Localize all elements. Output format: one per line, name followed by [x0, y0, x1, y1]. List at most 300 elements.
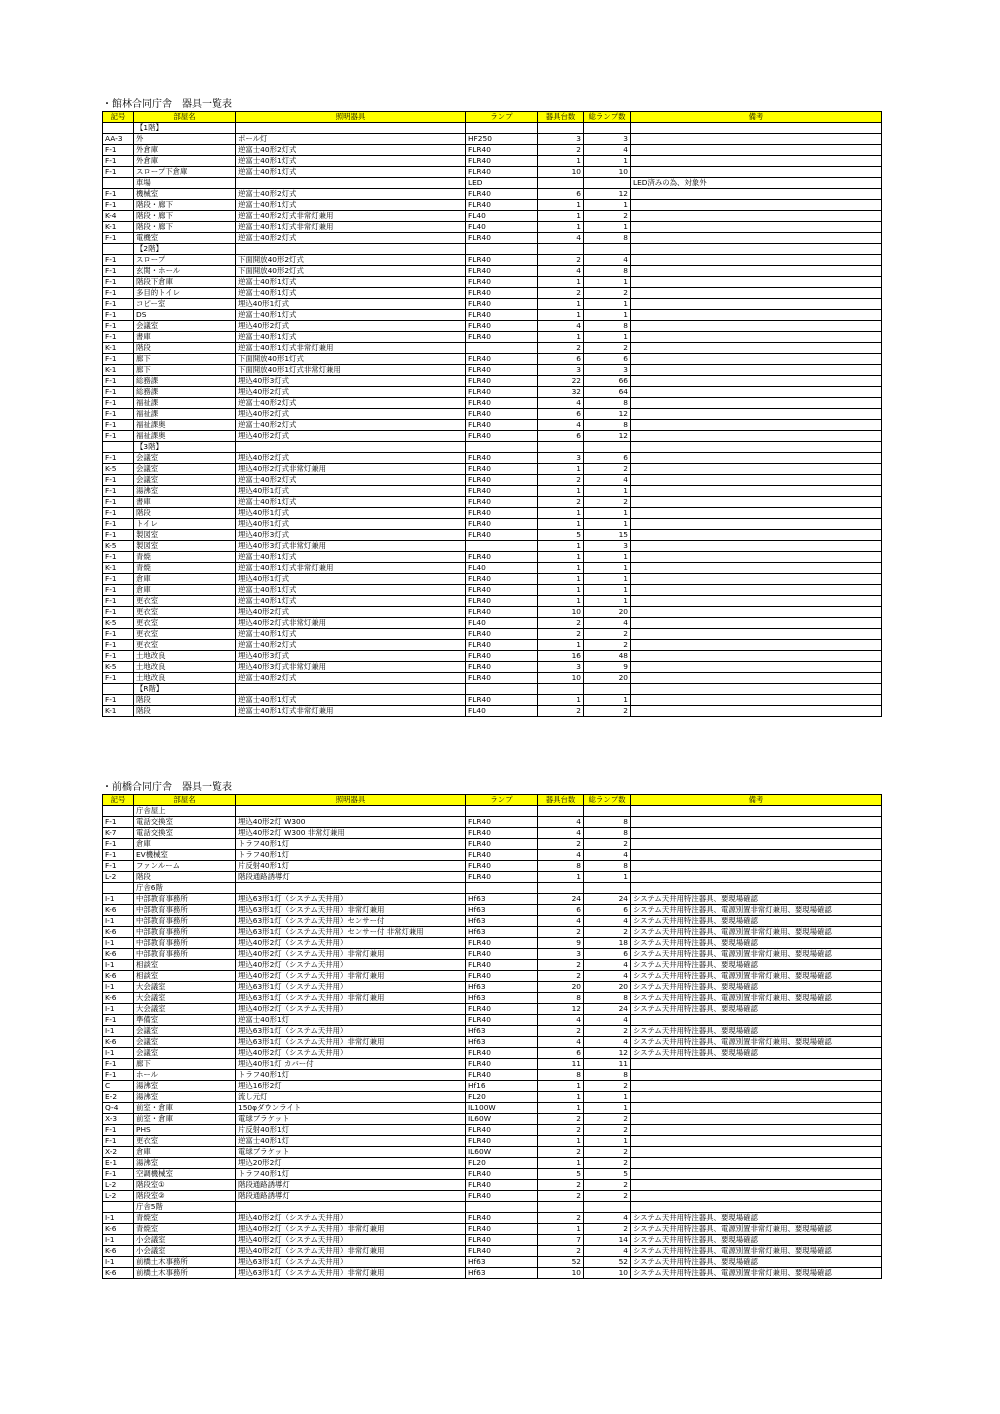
- lamp-total-cell: 64: [584, 387, 631, 398]
- fixture-cell: 片反射40形1灯: [236, 861, 466, 872]
- room-cell: 相談室: [134, 960, 236, 971]
- code-cell: [103, 1202, 134, 1213]
- code-cell: F-1: [103, 266, 134, 277]
- fixture-count-cell: 2: [538, 706, 584, 717]
- lamp-total-cell: [584, 244, 631, 255]
- lamp-cell: FLR40: [466, 552, 538, 563]
- lamp-total-cell: 1: [584, 156, 631, 167]
- lamp-total-cell: 8: [584, 420, 631, 431]
- fixture-cell: 片反射40形1灯: [236, 1125, 466, 1136]
- lamp-cell: FLR40: [466, 1191, 538, 1202]
- lamp-cell: FLR40: [466, 1125, 538, 1136]
- lamp-cell: FLR40: [466, 497, 538, 508]
- room-cell: 【2階】: [134, 244, 236, 255]
- fixture-cell: 埋込40形2灯式: [236, 387, 466, 398]
- remarks-cell: [631, 343, 882, 354]
- code-cell: I-1: [103, 1048, 134, 1059]
- lamp-cell: HF250: [466, 134, 538, 145]
- header-remarks: 備考: [631, 112, 882, 123]
- lamp-total-cell: 4: [584, 1015, 631, 1026]
- code-cell: K-6: [103, 927, 134, 938]
- room-cell: 総務課: [134, 376, 236, 387]
- room-cell: 大会議室: [134, 982, 236, 993]
- remarks-cell: [631, 872, 882, 883]
- remarks-cell: [631, 640, 882, 651]
- table-row: [103, 552, 882, 563]
- fixture-count-cell: 2: [538, 618, 584, 629]
- room-cell: 会議室: [134, 321, 236, 332]
- code-cell: F-1: [103, 651, 134, 662]
- lamp-cell: FLR40: [466, 233, 538, 244]
- table-row: [103, 1092, 882, 1103]
- fixture-count-cell: 2: [538, 497, 584, 508]
- lamp-total-cell: 66: [584, 376, 631, 387]
- remarks-cell: [631, 618, 882, 629]
- fixture-count-cell: 1: [538, 277, 584, 288]
- table-row: [103, 365, 882, 376]
- room-cell: 小会議室: [134, 1246, 236, 1257]
- fixture-cell: 埋込40形2灯 W300: [236, 817, 466, 828]
- remarks-cell: [631, 442, 882, 453]
- fixture-cell: 電球ブラケット: [236, 1114, 466, 1125]
- fixture-count-cell: 5: [538, 1169, 584, 1180]
- room-cell: 会議室: [134, 464, 236, 475]
- code-cell: X-2: [103, 1147, 134, 1158]
- room-cell: 準備室: [134, 1015, 236, 1026]
- lamp-total-cell: 1: [584, 1136, 631, 1147]
- room-cell: 中部教育事務所: [134, 905, 236, 916]
- table-row: [103, 706, 882, 717]
- lamp-cell: Hf63: [466, 982, 538, 993]
- fixture-count-cell: 2: [538, 629, 584, 640]
- lamp-cell: FLR40: [466, 1180, 538, 1191]
- table-row: [103, 1257, 882, 1268]
- table-row: [103, 354, 882, 365]
- table-row: [103, 1081, 882, 1092]
- table-row: [103, 145, 882, 156]
- remarks-cell: [631, 299, 882, 310]
- code-cell: K-6: [103, 1268, 134, 1279]
- table-row: [103, 927, 882, 938]
- remarks-cell: システム天井用特注器具、電源別置非常灯兼用、要現場確認: [631, 1037, 882, 1048]
- fixture-cell: 埋込63形1灯（システム天井用）非常灯兼用: [236, 1037, 466, 1048]
- lamp-cell: [466, 244, 538, 255]
- lamp-total-cell: 2: [584, 497, 631, 508]
- table-row: [103, 1224, 882, 1235]
- room-cell: 機械室: [134, 189, 236, 200]
- fixture-count-cell: [538, 806, 584, 817]
- fixture-count-cell: 8: [538, 861, 584, 872]
- room-cell: PHS: [134, 1125, 236, 1136]
- code-cell: F-1: [103, 1169, 134, 1180]
- room-cell: 会議室: [134, 475, 236, 486]
- remarks-cell: LED済みの為、対象外: [631, 178, 882, 189]
- room-cell: 福祉課奥: [134, 431, 236, 442]
- lamp-cell: FLR40: [466, 872, 538, 883]
- fixture-cell: [236, 123, 466, 134]
- room-cell: 福祉課奥: [134, 420, 236, 431]
- fixture-count-cell: 1: [538, 585, 584, 596]
- room-cell: 中部教育事務所: [134, 916, 236, 927]
- remarks-cell: [631, 651, 882, 662]
- lamp-total-cell: 5: [584, 1169, 631, 1180]
- code-cell: F-1: [103, 695, 134, 706]
- lamp-cell: FLR40: [466, 299, 538, 310]
- fixture-count-cell: 1: [538, 310, 584, 321]
- table-row: [103, 530, 882, 541]
- lamp-total-cell: 1: [584, 200, 631, 211]
- fixture-count-cell: 1: [538, 1081, 584, 1092]
- lamp-cell: FLR40: [466, 453, 538, 464]
- lamp-total-cell: 2: [584, 1114, 631, 1125]
- fixture-cell: 埋込40形2灯（システム天井用）: [236, 1004, 466, 1015]
- code-cell: F-1: [103, 200, 134, 211]
- code-cell: F-1: [103, 486, 134, 497]
- fixture-cell: 逆富士40形1灯: [236, 1136, 466, 1147]
- code-cell: F-1: [103, 673, 134, 684]
- fixture-cell: 逆富士40形1灯式: [236, 585, 466, 596]
- code-cell: F-1: [103, 607, 134, 618]
- remarks-cell: [631, 475, 882, 486]
- fixture-cell: 埋込40形2灯式: [236, 607, 466, 618]
- lamp-cell: FLR40: [466, 288, 538, 299]
- fixture-cell: 逆富士40形1灯式: [236, 288, 466, 299]
- fixture-cell: トラフ40形1灯: [236, 1070, 466, 1081]
- remarks-cell: システム天井用特注器具、要現場確認: [631, 916, 882, 927]
- fixture-cell: 埋込63形1灯（システム天井用）: [236, 1026, 466, 1037]
- lamp-cell: FLR40: [466, 200, 538, 211]
- fixture-count-cell: 2: [538, 255, 584, 266]
- code-cell: K-6: [103, 1246, 134, 1257]
- lamp-cell: FLR40: [466, 332, 538, 343]
- table-row: [103, 255, 882, 266]
- remarks-cell: システム天井用特注器具、要現場確認: [631, 1235, 882, 1246]
- remarks-cell: システム天井用特注器具、要現場確認: [631, 894, 882, 905]
- code-cell: K-6: [103, 971, 134, 982]
- room-cell: 中部教育事務所: [134, 949, 236, 960]
- remarks-cell: [631, 1169, 882, 1180]
- lamp-total-cell: 1: [584, 1092, 631, 1103]
- fixture-cell: [236, 806, 466, 817]
- fixture-count-cell: 22: [538, 376, 584, 387]
- remarks-cell: [631, 189, 882, 200]
- room-cell: 書庫: [134, 332, 236, 343]
- table-row: [103, 640, 882, 651]
- code-cell: F-1: [103, 156, 134, 167]
- fixture-count-cell: 2: [538, 927, 584, 938]
- room-cell: 更衣室: [134, 618, 236, 629]
- code-cell: I-1: [103, 1257, 134, 1268]
- lamp-total-cell: 4: [584, 850, 631, 861]
- room-cell: 前室・倉庫: [134, 1114, 236, 1125]
- code-cell: K-6: [103, 1037, 134, 1048]
- fixture-count-cell: 3: [538, 662, 584, 673]
- lamp-cell: FLR40: [466, 629, 538, 640]
- code-cell: F-1: [103, 310, 134, 321]
- room-cell: 【3階】: [134, 442, 236, 453]
- fixture-count-cell: 3: [538, 949, 584, 960]
- lamp-total-cell: 1: [584, 519, 631, 530]
- fixture-cell: 埋込40形3灯式: [236, 651, 466, 662]
- fixture-cell: [236, 684, 466, 695]
- fixture-count-cell: 7: [538, 1235, 584, 1246]
- table-row: [103, 508, 882, 519]
- lamp-total-cell: 6: [584, 905, 631, 916]
- lamp-cell: IL60W: [466, 1147, 538, 1158]
- code-cell: F-1: [103, 332, 134, 343]
- table-row: [103, 817, 882, 828]
- room-cell: 青焼: [134, 563, 236, 574]
- lamp-cell: FLR40: [466, 839, 538, 850]
- lamp-total-cell: 4: [584, 618, 631, 629]
- fixture-count-cell: 1: [538, 695, 584, 706]
- room-cell: 更衣室: [134, 1136, 236, 1147]
- table-body: [103, 123, 882, 717]
- fixture-count-cell: 32: [538, 387, 584, 398]
- room-cell: ファンルーム: [134, 861, 236, 872]
- lamp-cell: FLR40: [466, 1004, 538, 1015]
- remarks-cell: [631, 497, 882, 508]
- lamp-total-cell: 1: [584, 332, 631, 343]
- fixture-count-cell: 6: [538, 189, 584, 200]
- remarks-cell: [631, 684, 882, 695]
- code-cell: K-6: [103, 949, 134, 960]
- fixture-count-cell: 10: [538, 607, 584, 618]
- fixture-count-cell: 1: [538, 222, 584, 233]
- room-cell: 階段: [134, 695, 236, 706]
- remarks-cell: [631, 695, 882, 706]
- fixture-cell: 階段通路誘導灯: [236, 1191, 466, 1202]
- table-row: [103, 1004, 882, 1015]
- fixture-count-cell: 11: [538, 1059, 584, 1070]
- fixture-count-cell: 8: [538, 993, 584, 1004]
- fixture-cell: 階段通路誘導灯: [236, 1180, 466, 1191]
- lamp-total-cell: 3: [584, 541, 631, 552]
- table-row: [103, 123, 882, 134]
- fixture-cell: トラフ40形1灯: [236, 1169, 466, 1180]
- table-row: [103, 1048, 882, 1059]
- fixture-cell: 埋込40形2灯式非常灯兼用: [236, 464, 466, 475]
- remarks-cell: システム天井用特注器具、電源別置非常灯兼用、要現場確認: [631, 971, 882, 982]
- lamp-total-cell: 12: [584, 1048, 631, 1059]
- lamp-total-cell: 18: [584, 938, 631, 949]
- room-cell: 更衣室: [134, 629, 236, 640]
- remarks-cell: [631, 156, 882, 167]
- fixture-cell: 逆富士40形1灯式非常灯兼用: [236, 706, 466, 717]
- room-cell: 廊下: [134, 365, 236, 376]
- lamp-total-cell: 12: [584, 189, 631, 200]
- table-row: [103, 916, 882, 927]
- lamp-total-cell: 2: [584, 629, 631, 640]
- code-cell: C: [103, 1081, 134, 1092]
- lamp-total-cell: 12: [584, 431, 631, 442]
- remarks-cell: [631, 1081, 882, 1092]
- table-row: [103, 1169, 882, 1180]
- remarks-cell: [631, 255, 882, 266]
- fixture-cell: 逆富士40形1灯式: [236, 310, 466, 321]
- remarks-cell: [631, 1136, 882, 1147]
- header-fixture-count: 器具台数: [538, 112, 584, 123]
- lamp-cell: FLR40: [466, 695, 538, 706]
- table-row: [103, 1125, 882, 1136]
- fixture-count-cell: 1: [538, 486, 584, 497]
- code-cell: [103, 806, 134, 817]
- table-row: [103, 861, 882, 872]
- fixture-cell: 逆富士40形1灯: [236, 1015, 466, 1026]
- code-cell: X-3: [103, 1114, 134, 1125]
- table-row: [103, 299, 882, 310]
- table-row: [103, 475, 882, 486]
- table-row: [103, 310, 882, 321]
- lamp-cell: [466, 806, 538, 817]
- fixture-count-cell: [538, 178, 584, 189]
- header-lamp: ランプ: [466, 112, 538, 123]
- table-row: [103, 872, 882, 883]
- room-cell: 更衣室: [134, 607, 236, 618]
- lamp-total-cell: 8: [584, 321, 631, 332]
- fixture-count-cell: 20: [538, 982, 584, 993]
- remarks-cell: システム天井用特注器具、要現場確認: [631, 1257, 882, 1268]
- code-cell: I-1: [103, 1004, 134, 1015]
- lamp-total-cell: 8: [584, 861, 631, 872]
- code-cell: [103, 684, 134, 695]
- table-row: [103, 1235, 882, 1246]
- fixture-count-cell: 4: [538, 1037, 584, 1048]
- fixture-cell: 下面開放40形1灯式: [236, 354, 466, 365]
- remarks-cell: [631, 222, 882, 233]
- fixture-cell: 下面開放40形2灯式: [236, 266, 466, 277]
- remarks-cell: [631, 596, 882, 607]
- room-cell: 階段: [134, 706, 236, 717]
- lamp-total-cell: 1: [584, 508, 631, 519]
- table-row: [103, 1158, 882, 1169]
- remarks-cell: システム天井用特注器具、要現場確認: [631, 1004, 882, 1015]
- code-cell: K-7: [103, 828, 134, 839]
- fixture-cell: 埋込40形2灯（システム天井用）非常灯兼用: [236, 949, 466, 960]
- remarks-cell: [631, 861, 882, 872]
- table-row: [103, 839, 882, 850]
- lamp-cell: LED: [466, 178, 538, 189]
- code-cell: F-1: [103, 167, 134, 178]
- code-cell: I-1: [103, 1235, 134, 1246]
- lamp-cell: FLR40: [466, 607, 538, 618]
- fixture-count-cell: 1: [538, 552, 584, 563]
- fixture-cell: 逆富士40形1灯式: [236, 200, 466, 211]
- lamp-total-cell: 4: [584, 1037, 631, 1048]
- code-cell: F-1: [103, 1125, 134, 1136]
- fixture-count-cell: 2: [538, 1180, 584, 1191]
- lamp-cell: FLR40: [466, 596, 538, 607]
- remarks-cell: [631, 398, 882, 409]
- remarks-cell: [631, 1125, 882, 1136]
- lamp-cell: FLR40: [466, 156, 538, 167]
- fixture-cell: 埋込40形2灯（システム天井用）: [236, 938, 466, 949]
- code-cell: F-1: [103, 398, 134, 409]
- fixture-count-cell: [538, 442, 584, 453]
- code-cell: F-1: [103, 453, 134, 464]
- lamp-total-cell: 4: [584, 1246, 631, 1257]
- remarks-cell: [631, 574, 882, 585]
- header-row: [103, 795, 882, 806]
- room-cell: 車場: [134, 178, 236, 189]
- table-row: [103, 277, 882, 288]
- lamp-total-cell: 20: [584, 607, 631, 618]
- fixture-count-cell: 2: [538, 145, 584, 156]
- code-cell: F-1: [103, 530, 134, 541]
- remarks-cell: [631, 288, 882, 299]
- lamp-cell: FLR40: [466, 1224, 538, 1235]
- lamp-total-cell: 2: [584, 1147, 631, 1158]
- room-cell: 外: [134, 134, 236, 145]
- fixture-cell: 逆富士40形2灯式: [236, 475, 466, 486]
- lamp-total-cell: 10: [584, 167, 631, 178]
- code-cell: F-1: [103, 1070, 134, 1081]
- header-row: [103, 112, 882, 123]
- fixture-count-cell: 1: [538, 1224, 584, 1235]
- table-row: [103, 1202, 882, 1213]
- remarks-cell: [631, 850, 882, 861]
- code-cell: [103, 244, 134, 255]
- lamp-cell: FLR40: [466, 376, 538, 387]
- remarks-cell: システム天井用特注器具、要現場確認: [631, 1026, 882, 1037]
- lamp-total-cell: 24: [584, 1004, 631, 1015]
- lamp-total-cell: 6: [584, 453, 631, 464]
- code-cell: AA-3: [103, 134, 134, 145]
- table-row: [103, 222, 882, 233]
- room-cell: 湯沸室: [134, 1158, 236, 1169]
- fixture-cell: 下面開放40形1灯式非常灯兼用: [236, 365, 466, 376]
- table-row: [103, 420, 882, 431]
- lamp-total-cell: [584, 178, 631, 189]
- lamp-cell: Hf16: [466, 1081, 538, 1092]
- lamp-total-cell: 1: [584, 222, 631, 233]
- code-cell: F-1: [103, 387, 134, 398]
- lamp-cell: Hf63: [466, 927, 538, 938]
- remarks-cell: システム天井用特注器具、電源別置非常灯兼用、要現場確認: [631, 1224, 882, 1235]
- table-row: [103, 894, 882, 905]
- code-cell: F-1: [103, 817, 134, 828]
- code-cell: K-1: [103, 222, 134, 233]
- fixture-count-cell: 1: [538, 640, 584, 651]
- fixture-count-cell: 2: [538, 1213, 584, 1224]
- fixture-cell: 埋込40形2灯式: [236, 321, 466, 332]
- table-row: [103, 574, 882, 585]
- lamp-cell: IL100W: [466, 1103, 538, 1114]
- room-cell: 青焼室: [134, 1224, 236, 1235]
- code-cell: F-1: [103, 552, 134, 563]
- room-cell: 外倉庫: [134, 156, 236, 167]
- lamp-total-cell: 4: [584, 971, 631, 982]
- lamp-total-cell: 11: [584, 1059, 631, 1070]
- table-row: [103, 695, 882, 706]
- lamp-cell: FLR40: [466, 519, 538, 530]
- lamp-cell: Hf63: [466, 1257, 538, 1268]
- room-cell: 土地改良: [134, 673, 236, 684]
- section-tatebayashi: [102, 98, 882, 717]
- code-cell: F-1: [103, 574, 134, 585]
- room-cell: 青焼: [134, 552, 236, 563]
- header-lamp: ランプ: [466, 795, 538, 806]
- fixture-count-cell: 10: [538, 167, 584, 178]
- table-row: [103, 519, 882, 530]
- code-cell: F-1: [103, 277, 134, 288]
- remarks-cell: [631, 1092, 882, 1103]
- table-row: [103, 938, 882, 949]
- room-cell: 外倉庫: [134, 145, 236, 156]
- code-cell: L-2: [103, 1191, 134, 1202]
- fixture-cell: 逆富士40形1灯式: [236, 695, 466, 706]
- remarks-cell: [631, 409, 882, 420]
